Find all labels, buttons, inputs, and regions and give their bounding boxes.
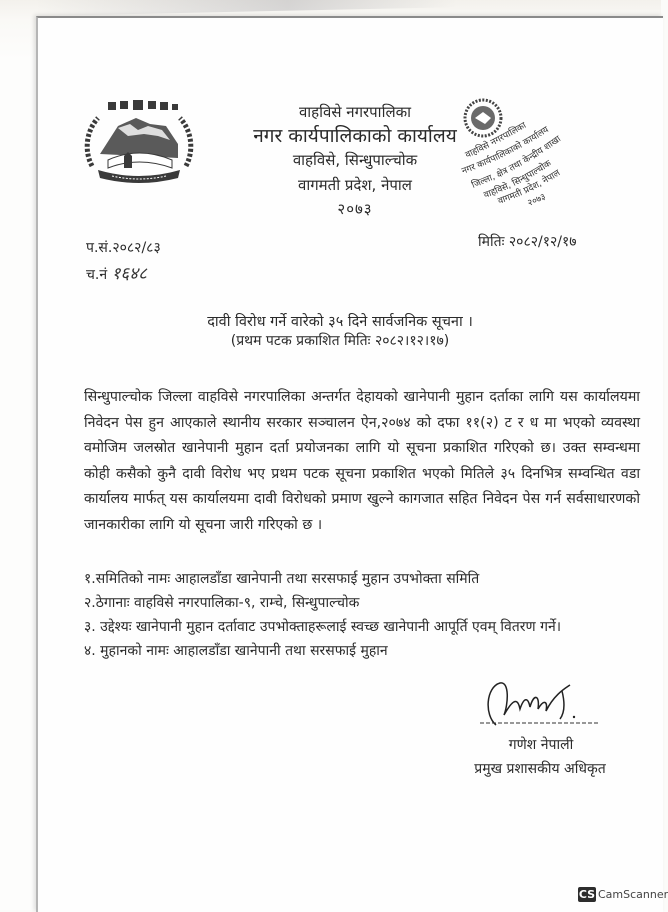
camscanner-logo-icon: CS (578, 888, 596, 901)
handwritten-signature-icon (474, 675, 604, 735)
established-year: २०७३ (337, 200, 373, 218)
seal-text-line: वाहविसे, सिन्धुपाल्चोक (482, 158, 554, 201)
signatory-title: प्रमुख प्रशासकीय अधिकृत (474, 761, 606, 777)
date-value: २०८२/१२/१७ (508, 234, 577, 250)
dispatch-number-label: च.नं (86, 267, 108, 283)
seal-text-line: जिल्ला, क्षेत्र तथा केन्द्रीय शाखा (470, 134, 563, 191)
date-label: मितिः (478, 234, 505, 250)
office-stamp-icon (455, 96, 595, 206)
seal-text-line: वागमती प्रदेश, नेपाल (496, 168, 563, 206)
signatory-name: गणेश नेपाली (508, 737, 574, 753)
detail-item: १.समितिको नामः आहालडाँडा खानेपानी तथा सरसफाई मुहान उपभोक्ता समिति (84, 571, 480, 587)
address-line-1: वाहविसे, सिन्धुपाल्चोक (292, 151, 418, 169)
issue-date (478, 232, 577, 251)
notice-subtitle: (प्रथम पटक प्रकाशित मितिः २०८२।१२।१७) (230, 333, 450, 349)
office-name: नगर कार्यपालिकाको कार्यालय (253, 125, 457, 147)
camscanner-watermark (578, 884, 668, 910)
seal-text-line: नगर कार्यपालिकाको कार्यालय (460, 124, 551, 177)
seal-text-line: २०७३ (526, 192, 548, 206)
dispatch-number (86, 261, 147, 284)
letter-number-label: प.सं. (86, 240, 113, 256)
detail-item: ३. उद्देश्यः खानेपानी मुहान दर्तावाट उपभोक्ताहरूलाई स्वच्छ खानेपानी आपूर्ति एवम् वितरण गर्ने। (84, 619, 562, 635)
seal-text-line: वाहविसे नगरपालिका (464, 120, 529, 161)
detail-item: २.ठेगानाः वाहविसे नगरपालिका-९, राम्चे, सिन्धुपाल्चोक (84, 595, 360, 611)
notice-body: सिन्धुपाल्चोक जिल्ला वाहविसे नगरपालिका अन्तर्गत देहायको खानेपानी मुहान दर्ताका लागि यस कार्यालयमा निवेदन पेस हुन आएकाले स्थानीय सरकार सञ्चालन ऐन,२०७४ को दफा ११(२) ट र ध मा भएको व्यवस्था वमोजिम जलस्रोत खानेपानी मुहान दर्ता प्रयोजनका लागि यो सूचना प्रकाशित गरिएको छ। उक्त सम्वन्धमा कोही कसैको कुनै दावी विरोध भए प्रथम पटक सूचना प्रकाशित भएको मितिले ३५ दिनभित्र सम्वन्धित वडा कार्यालय मार्फत् यस कार्यालयमा दावी विरोधको प्रमाण खुल्ने कागजात सहित निवेदन पेस गर्न सर्वसाधारणको जानकारीका लागि यो सूचना जारी गरिएको छ । (84, 389, 640, 533)
letter-number-value: २०८२/८३ (112, 240, 161, 256)
detail-item: ४. मुहानको नामः आहालडाँडा खानेपानी तथा सरसफाई मुहान (84, 643, 388, 659)
letter-number (86, 238, 161, 257)
camscanner-text: CamScanner (598, 888, 668, 901)
nepal-coat-of-arms-icon (78, 96, 200, 188)
dispatch-number-value: १६४८ (111, 264, 147, 284)
address-line-2: वागमती प्रदेश, नेपाल (298, 176, 412, 194)
notice-title: दावी विरोध गर्ने वारेको ३५ दिने सार्वजनिक सूचना । (207, 314, 473, 330)
municipality-name: वाहविसे नगरपालिका (298, 103, 412, 121)
